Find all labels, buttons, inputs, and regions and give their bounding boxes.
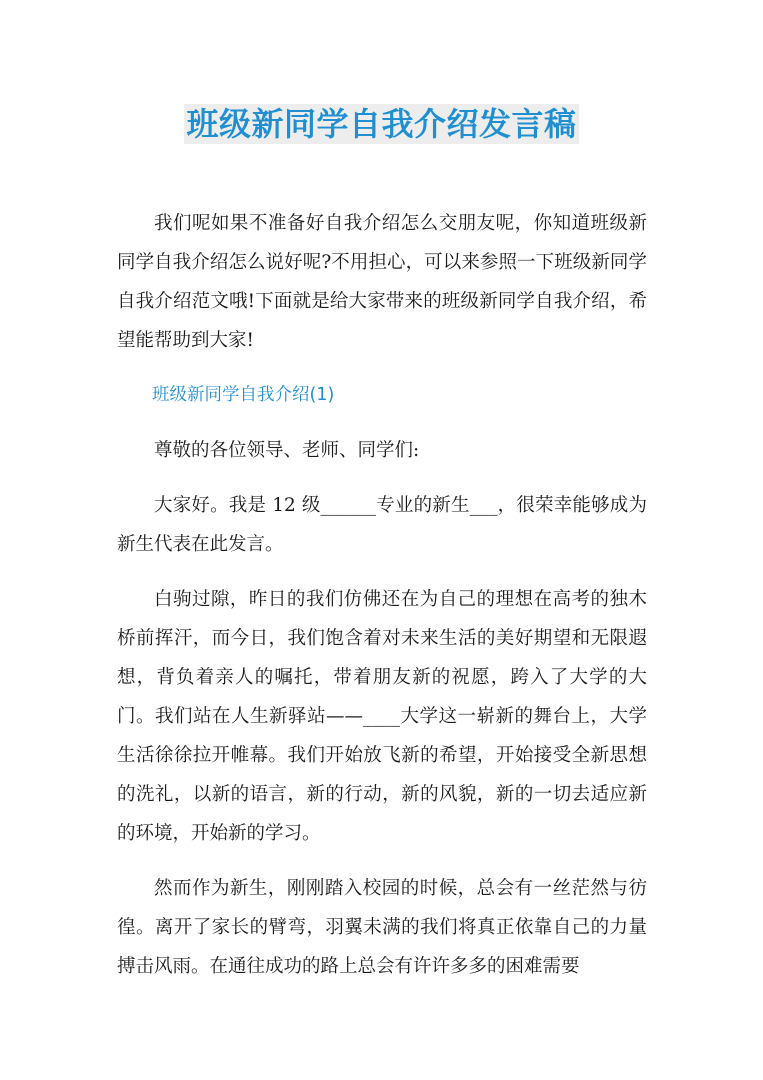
spacer xyxy=(117,360,647,376)
body-paragraph: 然而作为新生，刚刚踏入校园的时候，总会有一丝茫然与彷徨。离开了家长的臂弯，羽翼未满的我们将真正依靠自己的力量搏击风雨。在通往成功的路上总会有许许多多的困难需要 xyxy=(117,878,647,977)
spacer xyxy=(117,470,647,486)
title-container xyxy=(0,104,763,144)
section-heading: 班级新同学自我介绍(1) xyxy=(152,385,335,405)
body-paragraph: 大家好。我是 12 级______专业的新生___，很荣幸能够成为新生代表在此发言。 xyxy=(117,495,647,555)
spacer xyxy=(117,564,647,580)
document-title: 班级新同学自我介绍发言稿 xyxy=(186,105,577,143)
salutation-paragraph: 尊敬的各位领导、老师、同学们: xyxy=(154,440,420,461)
document-body xyxy=(117,204,647,986)
intro-paragraph: 我们呢如果不准备好自我介绍怎么交朋友呢，你知道班级新同学自我介绍怎么说好呢?不用担心，可以来参照一下班级新同学自我介绍范文哦!下面就是给大家带来的班级新同学自我介绍，希望能帮助到大家! xyxy=(117,213,647,351)
spacer xyxy=(117,853,647,869)
spacer xyxy=(117,415,647,431)
body-paragraph: 白驹过隙，昨日的我们仿佛还在为自己的理想在高考的独木桥前挥汗，而今日，我们饱含着对未来生活的美好期望和无限遐想，背负着亲人的嘱托，带着朋友新的祝愿，跨入了大学的大门。我们站在人生新驿站——____大学这一崭新的舞台上，大学生活徐徐拉开帷幕。我们开始放飞新的希望，开始接受全新思想的洗礼，以新的语言，新的行动，新的风貌，新的一切去适应新的环境，开始新的学习。 xyxy=(117,589,647,844)
